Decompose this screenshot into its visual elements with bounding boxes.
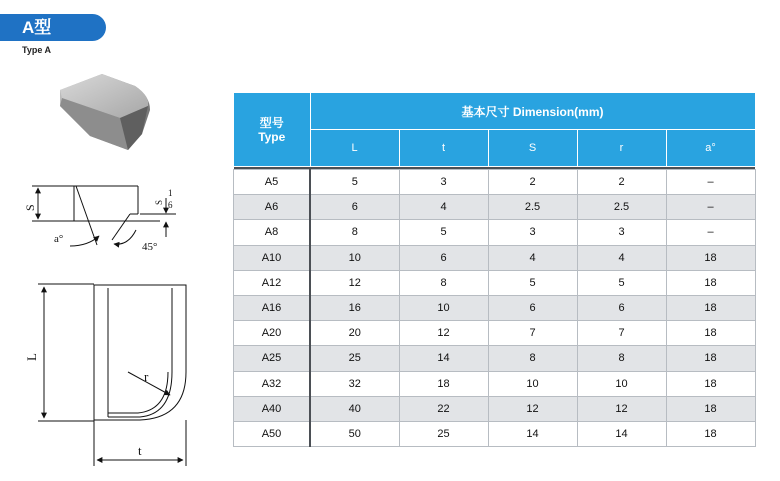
cell-r: 10: [577, 371, 666, 396]
cell-r: 4: [577, 245, 666, 270]
cell-a: 18: [666, 421, 755, 446]
table-row: [234, 220, 756, 245]
angle-45-label: 45°: [142, 241, 158, 253]
cell-s: 8: [488, 346, 577, 371]
cell-s: 2: [488, 170, 577, 195]
cell-model: A50: [234, 421, 311, 446]
table-row: [234, 371, 756, 396]
cell-r: 6: [577, 295, 666, 320]
type-subtitle: Type A: [22, 45, 52, 55]
cell-model: A6: [234, 195, 311, 220]
col-header-l: L: [310, 130, 399, 167]
cell-model: A5: [234, 170, 311, 195]
cell-a: 18: [666, 346, 755, 371]
cell-l: 6: [310, 195, 399, 220]
cell-l: 32: [310, 371, 399, 396]
cell-r: 3: [577, 220, 666, 245]
cell-s: 4: [488, 245, 577, 270]
table-row: [234, 346, 756, 371]
cell-r: 8: [577, 346, 666, 371]
cell-t: 25: [399, 421, 488, 446]
cell-l: 16: [310, 295, 399, 320]
cell-t: 3: [399, 170, 488, 195]
insert-3d-image: [60, 74, 150, 150]
cell-a: 18: [666, 396, 755, 421]
cell-a: 18: [666, 321, 755, 346]
radius-r-label: r: [144, 369, 149, 384]
cell-t: 5: [399, 220, 488, 245]
cell-a: 18: [666, 245, 755, 270]
front-view-drawing: [38, 284, 186, 466]
cell-s: 12: [488, 396, 577, 421]
model-header-cn: 型号: [259, 115, 284, 130]
dimension-table: [233, 92, 756, 447]
cell-model: A25: [234, 346, 311, 371]
cell-s: 10: [488, 371, 577, 396]
cell-s: 6: [488, 295, 577, 320]
cell-l: 10: [310, 245, 399, 270]
model-header: [234, 93, 311, 167]
cell-t: 8: [399, 270, 488, 295]
cell-l: 12: [310, 270, 399, 295]
cell-r: 2.5: [577, 195, 666, 220]
cell-model: A20: [234, 321, 311, 346]
cell-a: 18: [666, 295, 755, 320]
cell-r: 14: [577, 421, 666, 446]
cell-r: 7: [577, 321, 666, 346]
cell-t: 4: [399, 195, 488, 220]
cell-t: 12: [399, 321, 488, 346]
cell-l: 40: [310, 396, 399, 421]
table-row: [234, 245, 756, 270]
cell-r: 5: [577, 270, 666, 295]
cell-l: 5: [310, 170, 399, 195]
model-header-en: Type: [258, 129, 286, 144]
cell-r: 12: [577, 396, 666, 421]
col-header-r: r: [577, 130, 666, 167]
col-header-a: a°: [666, 130, 755, 167]
insert-drawings: [0, 0, 230, 481]
table-row: [234, 170, 756, 195]
table-row: [234, 270, 756, 295]
cell-r: 2: [577, 170, 666, 195]
cell-s: 5: [488, 270, 577, 295]
table-row: [234, 321, 756, 346]
dim-s-label: S: [23, 204, 37, 211]
cell-l: 8: [310, 220, 399, 245]
dimension-header: 基本尺寸 Dimension(mm): [310, 93, 755, 130]
cell-t: 18: [399, 371, 488, 396]
cell-a: –: [666, 220, 755, 245]
cell-model: A32: [234, 371, 311, 396]
angle-a-label: a°: [54, 233, 64, 245]
table-row: [234, 295, 756, 320]
type-badge-label: A型: [22, 18, 52, 37]
cell-l: 20: [310, 321, 399, 346]
cell-a: –: [666, 170, 755, 195]
cell-a: 18: [666, 270, 755, 295]
cell-t: 6: [399, 245, 488, 270]
cell-model: A40: [234, 396, 311, 421]
col-header-s: S: [488, 130, 577, 167]
cell-t: 22: [399, 396, 488, 421]
cell-s: 14: [488, 421, 577, 446]
col-header-t: t: [399, 130, 488, 167]
cell-s: 2.5: [488, 195, 577, 220]
table-row: [234, 421, 756, 446]
cell-model: A12: [234, 270, 311, 295]
dim-six-label: 6: [168, 200, 173, 210]
cell-l: 25: [310, 346, 399, 371]
table-row: [234, 195, 756, 220]
cell-model: A10: [234, 245, 311, 270]
cell-model: A8: [234, 220, 311, 245]
cell-a: 18: [666, 371, 755, 396]
cell-model: A16: [234, 295, 311, 320]
cell-a: –: [666, 195, 755, 220]
dim-l-label: L: [24, 353, 39, 361]
dim-one-label: 1: [168, 188, 173, 198]
dim-t-label: t: [138, 443, 142, 458]
cell-l: 50: [310, 421, 399, 446]
cell-s: 7: [488, 321, 577, 346]
cell-t: 14: [399, 346, 488, 371]
cell-s: 3: [488, 220, 577, 245]
cell-t: 10: [399, 295, 488, 320]
dim-s-over-6-label: S: [154, 199, 164, 205]
table-row: [234, 396, 756, 421]
